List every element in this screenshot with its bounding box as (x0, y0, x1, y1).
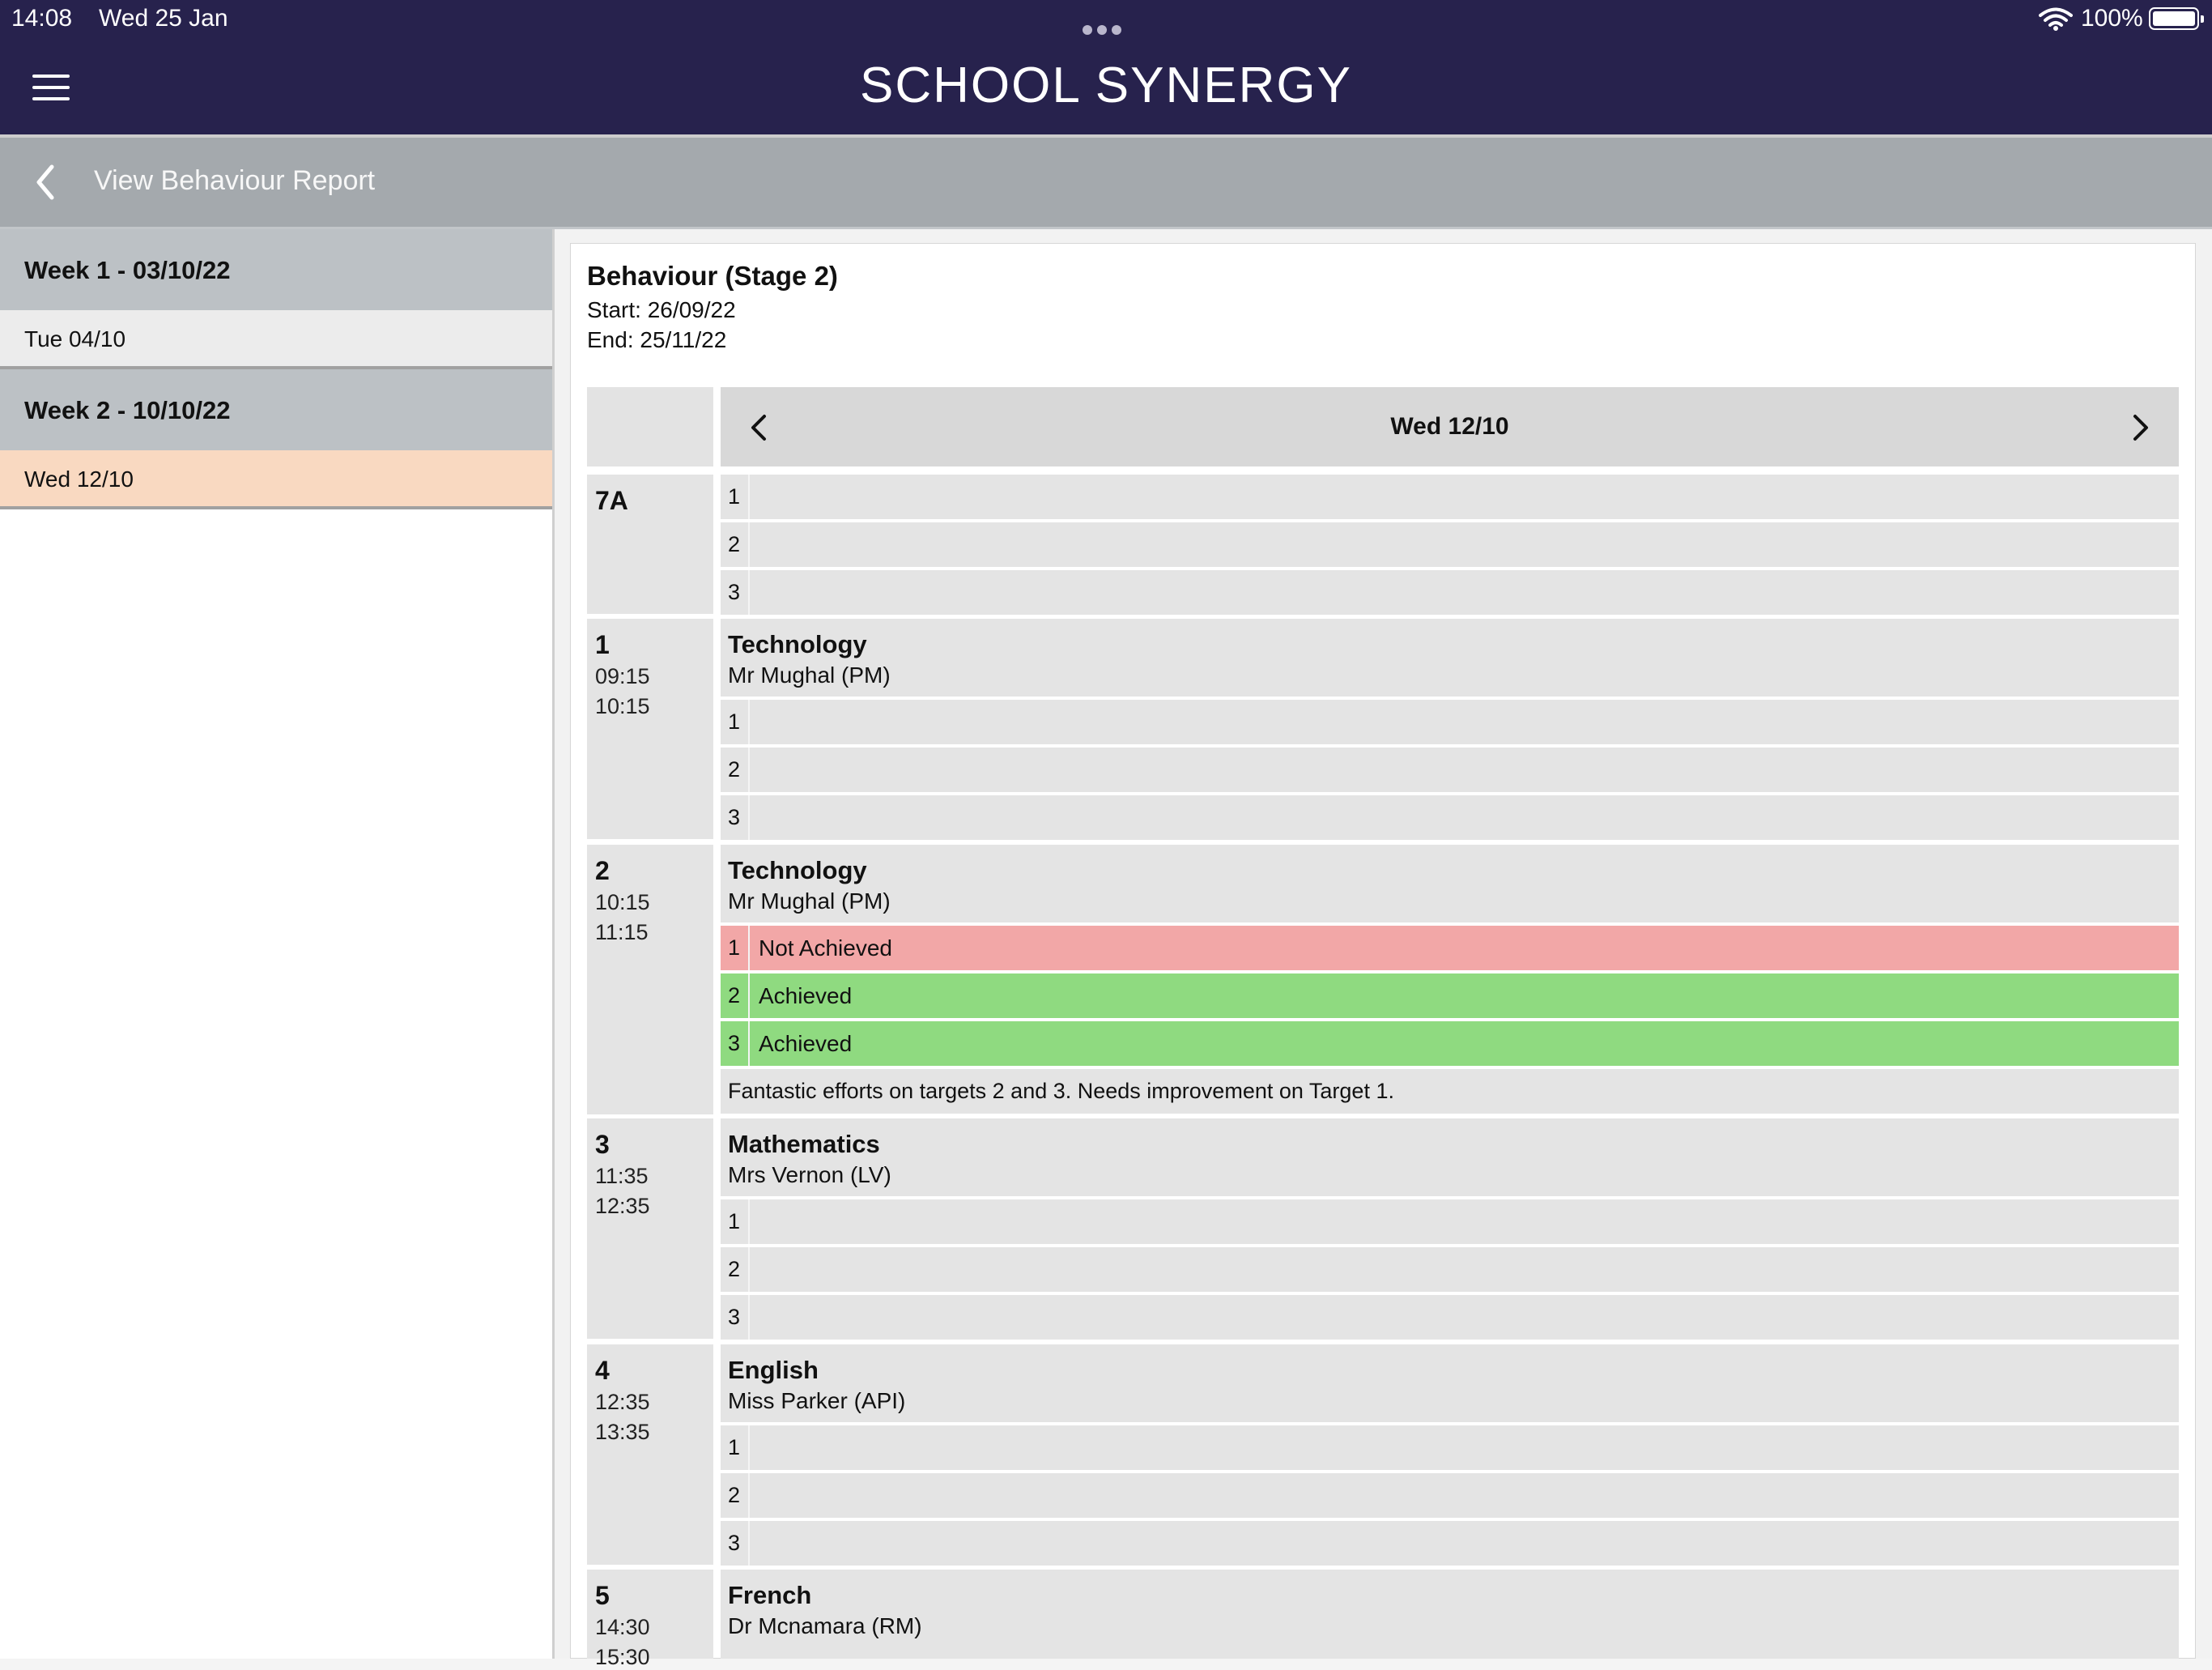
target-result: Achieved (759, 1031, 853, 1056)
period-end: 11:15 (595, 920, 649, 944)
target-number: 3 (728, 1531, 741, 1555)
target-number: 2 (728, 532, 741, 556)
multitasking-dots-icon[interactable] (1083, 14, 1128, 23)
target-row[interactable] (721, 795, 2179, 840)
lesson-teacher: Dr Mcnamara (RM) (728, 1613, 922, 1638)
target-row[interactable] (721, 1199, 2179, 1244)
status-time: 14:08 (11, 5, 73, 32)
lesson-comment (721, 1069, 2179, 1114)
back-chevron-icon[interactable] (29, 162, 62, 202)
table-corner (587, 387, 713, 466)
target-number: 2 (728, 983, 741, 1008)
registration-label (587, 475, 713, 614)
period-end: 10:15 (595, 694, 650, 718)
battery-percent: 100% (2081, 5, 2143, 32)
target-row[interactable] (721, 1295, 2179, 1340)
lesson-header (721, 619, 2179, 697)
target-number: 1 (728, 484, 741, 509)
target-number: 3 (728, 1305, 741, 1329)
period-start: 14:30 (595, 1615, 650, 1639)
target-result: Not Achieved (759, 935, 892, 961)
target-row[interactable] (721, 700, 2179, 744)
lesson-header (721, 1570, 2179, 1659)
target-number: 3 (728, 580, 741, 604)
week-header[interactable] (0, 229, 552, 310)
period-label (587, 619, 713, 839)
period-start: 10:15 (595, 890, 650, 914)
target-row[interactable] (721, 1425, 2179, 1470)
period-label (587, 845, 713, 1114)
target-row[interactable] (721, 475, 2179, 519)
target-number: 1 (728, 1209, 741, 1233)
lesson-teacher: Mr Mughal (PM) (728, 662, 891, 688)
comment-text: Fantastic efforts on targets 2 and 3. Needs improvement on Target 1. (728, 1079, 1394, 1103)
date-navigator (721, 387, 2179, 466)
target-row-achieved[interactable] (721, 973, 2179, 1018)
report-end: End: 25/11/22 (587, 327, 727, 352)
sidebar-day-item[interactable] (0, 310, 552, 369)
current-date: Wed 12/10 (1390, 413, 1509, 440)
target-number: 1 (728, 709, 741, 734)
period-number: 3 (595, 1130, 610, 1159)
period-number: 2 (595, 856, 610, 885)
lesson-header (721, 1344, 2179, 1422)
page-title: View Behaviour Report (94, 165, 376, 196)
target-row[interactable] (721, 570, 2179, 615)
period-number: 4 (595, 1356, 610, 1385)
day-label: Wed 12/10 (24, 466, 134, 492)
lesson-subject: Mathematics (728, 1130, 880, 1158)
period-label (587, 1570, 713, 1669)
title-bar (0, 138, 2212, 227)
target-number: 2 (728, 1483, 741, 1507)
period-number: 1 (595, 630, 610, 659)
next-day-icon[interactable] (2130, 413, 2151, 442)
target-number: 3 (728, 1031, 741, 1055)
lesson-subject: Technology (728, 630, 867, 658)
report-title: Behaviour (Stage 2) (587, 261, 838, 291)
period-end: 15:30 (595, 1645, 650, 1669)
status-bar (0, 0, 2212, 37)
target-row[interactable] (721, 1473, 2179, 1518)
status-date: Wed 25 Jan (99, 5, 228, 32)
week-label: Week 2 - 10/10/22 (24, 396, 231, 424)
target-row[interactable] (721, 748, 2179, 792)
lesson-subject: French (728, 1581, 812, 1609)
target-number: 1 (728, 1435, 741, 1459)
period-number: 5 (595, 1581, 610, 1610)
day-label: Tue 04/10 (24, 326, 126, 351)
lesson-teacher: Miss Parker (API) (728, 1388, 906, 1413)
battery-icon (2149, 7, 2199, 30)
report-start: Start: 26/09/22 (587, 297, 736, 322)
target-number: 3 (728, 805, 741, 829)
target-row[interactable] (721, 522, 2179, 567)
period-start: 11:35 (595, 1164, 649, 1188)
app-header (0, 0, 2212, 134)
target-number: 2 (728, 757, 741, 782)
lesson-header (721, 845, 2179, 922)
target-row[interactable] (721, 1521, 2179, 1566)
target-row-achieved[interactable] (721, 1021, 2179, 1066)
lesson-subject: English (728, 1356, 819, 1384)
period-label (587, 1344, 713, 1565)
target-row[interactable] (721, 1247, 2179, 1292)
sidebar-day-item-selected[interactable] (0, 450, 552, 509)
lesson-header (721, 1118, 2179, 1196)
lesson-subject: Technology (728, 856, 867, 884)
period-label (587, 1118, 713, 1339)
target-number: 2 (728, 1257, 741, 1281)
period-end: 12:35 (595, 1194, 650, 1218)
form-group: 7A (595, 486, 628, 515)
lesson-teacher: Mrs Vernon (LV) (728, 1162, 891, 1187)
target-number: 1 (728, 935, 741, 960)
target-result: Achieved (759, 983, 853, 1008)
lesson-teacher: Mr Mughal (PM) (728, 888, 891, 914)
period-start: 12:35 (595, 1390, 650, 1414)
week-label: Week 1 - 03/10/22 (24, 256, 231, 284)
wifi-icon (2039, 6, 2073, 31)
brand-logo: SCHOOL SYNERGY (860, 58, 1352, 113)
period-end: 13:35 (595, 1420, 650, 1444)
period-start: 09:15 (595, 664, 650, 688)
target-row-not-achieved[interactable] (721, 926, 2179, 970)
week-header[interactable] (0, 369, 552, 450)
